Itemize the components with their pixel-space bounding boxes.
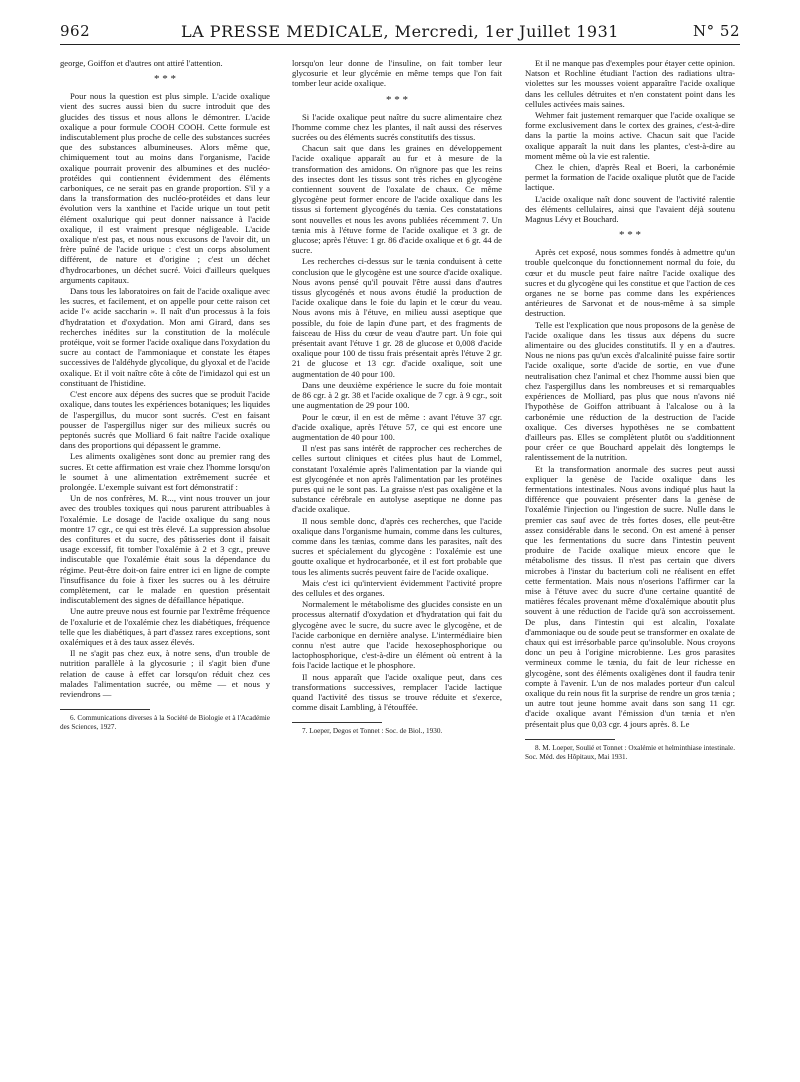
footnote-divider bbox=[60, 709, 150, 710]
footnote-divider bbox=[525, 739, 615, 740]
journal-title: LA PRESSE MEDICALE, Mercredi, 1er Juillet 1931 bbox=[181, 22, 619, 41]
column-right bbox=[525, 58, 735, 1070]
paragraph: Il nous apparaît que l'acide oxalique peut, dans ces transformations successives, remplacer l'acide lactique quand l'activité des tissus se trouve réduite et s'exerce, comme disait Lambling, à l'étouffée. bbox=[292, 671, 502, 713]
paragraph: george, Goiffon et d'autres ont attiré l'attention. bbox=[60, 58, 223, 68]
paragraph: Il n'est pas sans intérêt de rapprocher ces recherches de celles surtout cliniques et citées plus haut de Lommel, constatant l'oxalémie après l'alimentation par la viande qui est glycogénée et non après l'alimentation par les protéines pures qui ne le sont pas. La graisse n'est pas oxaligène et la substance cérébrale en autolyse aseptique ne donne pas d'acide oxalique. bbox=[292, 443, 502, 515]
paragraph: Chacun sait que dans les graines en développement l'acide oxalique apparaît au fur et à mesure de la transformation des amidons. On n'ignore pas que les reins des insectes dont les tissus sont très riches en glycogène contiennent souvent de l'oxalate de chaux. Ce même glycogène peut former encore de l'acide oxalique dans les tissus si fortement glycogénés du tænia. Ces constatations sont nouvelles et nous les avons publiées récemment 7. Un tænia mis à l'étuve forme de l'acide oxalique et 3 gr. de glucose; après l'étuve: 1 gr. 86 d'acide oxalique et 6 gr. 44 de sucre. bbox=[292, 143, 502, 256]
footnote: 7. Loeper, Degos et Tonnet : Soc. de Biol., 1930. bbox=[302, 727, 443, 736]
paragraph: Si l'acide oxalique peut naître du sucre alimentaire chez l'homme comme chez les plantes, il naît aussi des réserves sucrées ou des éléments sucrés constitutifs des tissus. bbox=[292, 111, 502, 143]
paragraph: Après cet exposé, nous sommes fondés à admettre qu'un trouble quelconque du fonctionnement normal du foie, du cœur et du muscle peut faire naître l'acide oxalique des sucres et du glycogène qui les constitue et que l'action de ces organes ne se borne pas comme dans les expériences antérieures de Sarvonat et de nous-même à sa simple destruction. bbox=[525, 247, 735, 319]
paragraph: Les recherches ci-dessus sur le tænia conduisent à cette conclusion que le glycogène est une source d'acide oxalique. Nous avons pensé qu'il pouvait l'être aussi dans d'autres tissus glycogénés et nous avons étudié la production de l'acide oxalique dans le foie du lapin et le cœur du veau. Nous avons mis à l'étuve, en milieu aussi aseptique que possible, du foie de lapin d'une part, et des fragments de faisceau de Hiss du cœur de veau d'autre part. Un foie qui présentait avant l'étuve 1 gr. 28 de glucose et 0,008 d'acide oxalique pour 100 de tissu frais présentait après l'étuve 2 gr. 21 de glucose et 13 cgr. d'acide oxalique, soit une augmentation de 40 pour 100. bbox=[292, 256, 502, 379]
paragraph: Une autre preuve nous est fournie par l'extrême fréquence de l'oxalurie et de l'oxalémie chez les diabétiques, fréquence telle que les diabétiques, à part d'assez rares exceptions, sont oxalémiques et à des taux assez élevés. bbox=[60, 606, 270, 647]
page-number: 962 bbox=[60, 22, 91, 40]
paragraph: Normalement le métabolisme des glucides consiste en un processus alternatif d'oxydation et d'hydratation qui fait du glycogène avec le sucre, du sucre avec le glycogène, et de l'acide carbonique en dernière analyse. L'intermédiaire bien connu n'est autre que l'acide hexosephosphorique ou lactophosphorique, c'est-à-dire un élément où entrent à la fois l'acide lactique et le phosphore. bbox=[292, 599, 502, 671]
paragraph: Un de nos confrères, M. R..., vint nous trouver un jour avec des troubles toxiques qui nous parurent attribuables à l'oxalémie. Le dosage de l'acide oxalique du sang nous montre 17 cgr., ce qui est très élevé. La suppression absolue des confitures et du sucre, des pâtisseries dont il faisait usage excessif, fit tomber l'oxalémie à 2 et 3 cgr., preuve indiscutable que l'oxalémie était sous la dépendance du régime. Peut-être doit-on faire entrer ici en ligne de compte l'insuffisance du foie à fixer les sucres ou à les détruire complètement, car le malade en question présentait indiscutablement des signes de défaillance hépatique. bbox=[60, 493, 270, 606]
paragraph: Mais c'est ici qu'intervient évidemment l'activité propre des cellules et des organes. bbox=[292, 577, 502, 598]
paragraph: Dans une deuxième expérience le sucre du foie montait de 86 cgr. à 2 gr. 38 et l'acide oxalique de 7 cgr. à 9 cgr., soit une augmentation de 29 pour 100. bbox=[292, 379, 502, 411]
page-header bbox=[60, 18, 740, 45]
paragraph: C'est encore aux dépens des sucres que se produit l'acide oxalique, dans toutes les expériences botaniques; les liquides de l'aspergillus, du mucor sont sucrés. C'est en faisant pousser de l'aspergillus niger sur des milieux sucrés ou peptonés sucrés que Molliard 6 fait naître l'acide oxalique dans des proportions qui dépassent le gramme. bbox=[60, 389, 270, 451]
paragraph: Telle est l'explication que nous proposons de la genèse de l'acide oxalique dans les tissus aux dépens du sucre alimentaire ou des glucides constitutifs. Il y en a d'autres. Nous ne nions pas qu'un excès d'alcalinité puisse faire sortir l'acide oxalique, sorte d'acide de sortie, en vue d'une neutralisation chez l'animal et chez l'homme aussi bien que chez l'aspergillus dans les nombreuses et si remarquables expériences de Molliard, pas plus que nous n'avons nié l'hypothèse de Goiffon attribuant à l'alcalose ou à la carbonémie une réduction de la destruction de l'acide oxalique. Ces diverses hypothèses ne se combattent d'ailleurs pas. Elles se complètent plutôt ou s'additionnent pour créer ce que Bouchard appelait dès longtemps le ralentissement de la nutrition. bbox=[525, 319, 735, 463]
paragraph: Pour le cœur, il en est de même : avant l'étuve 37 cgr. d'acide oxalique, après l'étuve 57, ce qui est encore une augmentation de 40 pour 100. bbox=[292, 411, 502, 442]
paragraph: lorsqu'on leur donne de l'insuline, on fait tomber leur glycosurie et leur glycémie en même temps que l'on fait tomber leur acide oxalique. bbox=[292, 58, 502, 89]
paragraph: Il ne s'agit pas chez eux, à notre sens, d'un trouble de nutrition parallèle à la glycosurie ; il s'agit bien d'une relation de cause à effet car lorsqu'on réduit chez ces malades l'alimentation sucrée, ou même — et nous y reviendrons — bbox=[60, 648, 270, 699]
section-separator: * * * bbox=[154, 73, 176, 86]
issue-number: N° 52 bbox=[693, 22, 740, 40]
footnote: 8. M. Loeper, Soulié et Tonnet : Oxalémie et helminthiase intestinale. Soc. Méd. des Hôpitaux, Mai 1931. bbox=[525, 743, 735, 761]
paragraph: Pour nous la question est plus simple. L'acide oxalique vient des sucres aussi bien du sucre introduit que des glucides des tissus et nous allons le démontrer. L'acide oxalique a pour formule COOH COOH. Cette formule est indiscutablement plus proche de celle des substances sucrées que des substances albumineuses. Alors même que, chimiquement tout au moins dans l'organisme, l'acide oxalique pourrait provenir des albumines et des nucléo-protéides qui contiennent évidemment des éléments carboniques, ce ne serait pas en grande proportion. S'il y a dans la transformation des nucléo-protéides et dans leur évolution vers la xanthine et l'acide urique un tout petit élément oxalurique qui peut donner naissance à l'acide oxalique, il est vraiment presque négligeable. L'acide oxalique n'est pas, et nous nous excusons de l'avoir dit, un frère puîné de l'acide urique : c'est un corps absolument différent, de nature et d'origine ; c'est un déchet d'hydrocarbones, un déchet sucré. Voici d'ailleurs quelques arguments capitaux. bbox=[60, 91, 270, 285]
paragraph: Chez le chien, d'après Real et Boeri, la carbonémie permet la formation de l'acide oxalique plutôt que de l'acide lactique. bbox=[525, 162, 735, 193]
footnote: 6. Communications diverses à la Société de Biologie et à l'Académie des Sciences, 1927. bbox=[60, 714, 270, 732]
section-separator: * * * bbox=[619, 229, 641, 242]
section-separator: * * * bbox=[386, 93, 408, 106]
footnote-divider bbox=[292, 722, 382, 723]
paragraph: Wehmer fait justement remarquer que l'acide oxalique se forme exclusivement dans le cortex des graines, c'est-à-dire dans la partie la moins active. Chacun sait que l'acide oxalique apparaît la nuit dans les plantes, c'est-à-dire au moment même où la vie est ralentie. bbox=[525, 110, 735, 161]
paragraph: Et la transformation anormale des sucres peut aussi expliquer la genèse de l'acide oxalique dans les fermentations intestinales. Nous avons indiqué plus haut la différence que pouvaient présenter dans la genèse de l'oxalémie l'injection ou l'ingestion de sucre. Nulle dans le premier cas sauf avec de très fortes doses, elle peut-être assez considérable dans le second. On est amené à penser que les fermentations du sucre dans l'intestin peuvent produire de l'acide oxalique mieux encore que le métabolisme des tissus. Il n'est pas certain que divers microbes à l'instar du bacterium coli ne réalisent en effet cette fermentation. Mais nous n'oserions l'affirmer car la mise à l'étuve avec du sucre d'une certaine quantité de matières fécales provenant même d'oxalémique aboutit plus souvent à une réduction de l'acide qu'à son accroissement. De plus, dans l'intestin qui est alcalin, l'oxalate d'ammoniaque ou de soude peut se transformer en oxalate de chaux qui est irrésorbable parce qu'insoluble. Nous croyons donc un peu à l'origine microbienne. Les gros parasites vermineux comme le tænia, du fait de leur richesse en glycogène, sont des éléments oxaligènes dont il faudra tenir compte à l'avenir. L'un de nos malades porteur d'un calcul oxalique du rein nous fit la surprise de rendre un gros tænia ; un autre tout jeune homme avait dans son sang 11 cgr. d'acide oxalique avant l'émission d'un tænia et n'en présentait plus que 0,03 cgr. 4 jours après. 8. Le bbox=[525, 463, 735, 729]
paragraph: Les aliments oxaligènes sont donc au premier rang des sucres. Et cette affirmation est vraie chez l'homme lorsqu'on le soumet à une alimentation extrêmement sucrée et prolongée. L'exemple suivant est fort démonstratif : bbox=[60, 451, 270, 492]
paragraph: Et il ne manque pas d'exemples pour étayer cette opinion. Natson et Rochline étudiant l'action des radiations ultra-violettes sur les mousses voient apparaître l'acide oxalique dans les cellules détruites et n'en constatent point dans les cellules activées mais saines. bbox=[525, 58, 735, 109]
paragraph: L'acide oxalique naît donc souvent de l'activité ralentie des éléments cellulaires, ainsi que l'avaient déjà soutenu Magnus Lévy et Bouchard. bbox=[525, 193, 735, 225]
column-left bbox=[60, 58, 270, 1070]
paragraph: Dans tous les laboratoires on fait de l'acide oxalique avec les sucres, et facilement, et on appelle pour cette raison cet acide l'« acide saccharin ». Il naît d'un processus à la fois d'hydratation et d'oxydation. Mon ami Girard, dans ses recherches inédites sur la constitution de la molécule protéique, voit se former l'acide oxalique dans l'oxydation du sucre au contact de l'ammoniaque et constate les étapes successives de l'aldéhyde glycolique, du glyoxal et de l'acide oxalique. Et il voit naître côte à côte de l'imidazol qui est un constituant de l'histidine. bbox=[60, 286, 270, 388]
paragraph: Il nous semble donc, d'après ces recherches, que l'acide oxalique dans l'organisme humain, comme dans les cultures, comme dans les tænias, comme dans les parasites, naît des sucres et spécialement du glycogène : l'oxalémie est une goutte oxalique et hydrocarbonée, et il est fort probable que tous les aliments sucrés peuvent faire de l'acide oxalique. bbox=[292, 515, 502, 577]
column-middle bbox=[292, 58, 502, 1070]
